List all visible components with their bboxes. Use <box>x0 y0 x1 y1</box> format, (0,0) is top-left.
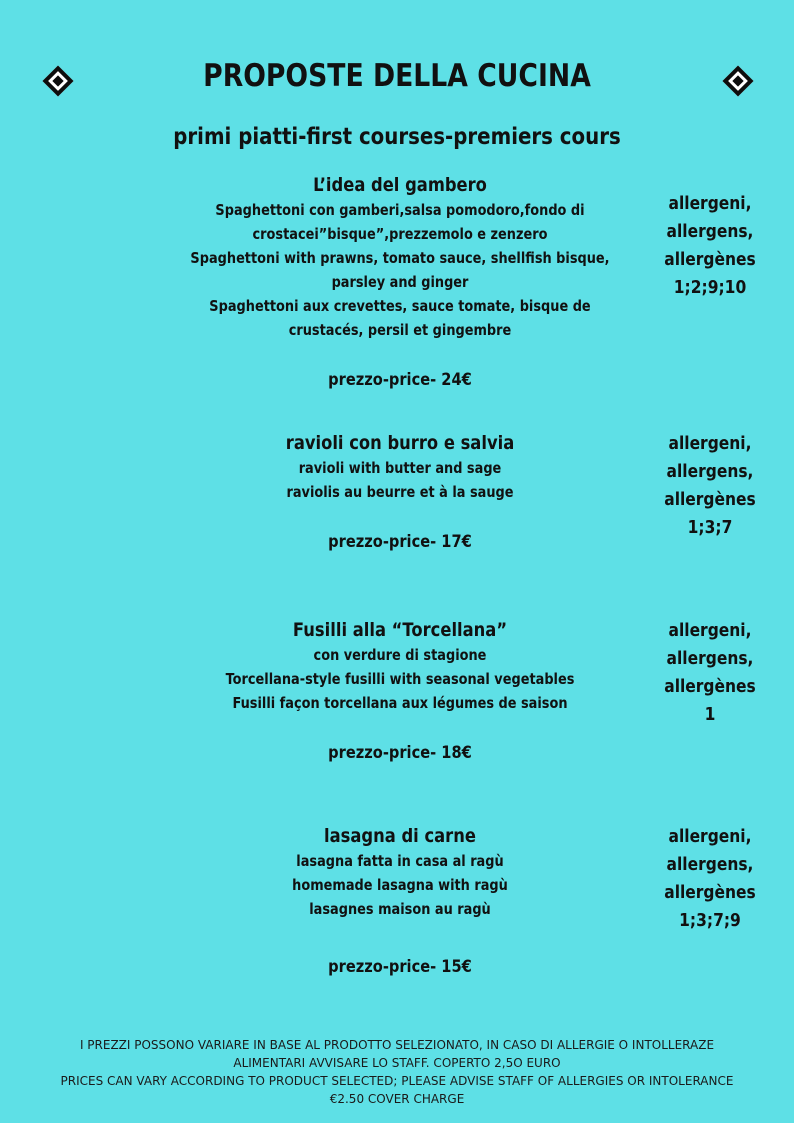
allergens-label: allergens, <box>666 221 754 242</box>
dish-description: crostacei”bisque”,prezzemolo e zenzero <box>252 225 548 243</box>
footer-notice <box>20 1036 774 1108</box>
dish-description: homemade lasagna with ragù <box>292 876 508 894</box>
footer-line: ALIMENTARI AVVISARE LO STAFF. COPERTO 2,5O EURO <box>233 1056 561 1070</box>
footer-line: PRICES CAN VARY ACCORDING TO PRODUCT SELECTED; PLEASE ADVISE STAFF OF ALLERGIES OR INTOLERANCE <box>60 1074 734 1088</box>
dish-name: L’idea del gambero <box>313 174 487 196</box>
dish-price: prezzo-price- 15€ <box>328 957 472 977</box>
dish-description: Spaghettoni aux crevettes, sauce tomate, bisque de <box>209 297 591 315</box>
allergens-label: allergeni, <box>668 193 752 214</box>
dish-item <box>185 823 615 979</box>
dish-description: parsley and ginger <box>331 273 469 291</box>
dish-name: ravioli con burro e salvia <box>285 432 515 454</box>
dish-item <box>185 617 615 765</box>
dish-description: lasagna fatta in casa al ragù <box>296 852 504 870</box>
allergens-label: allergens, <box>666 461 754 482</box>
dish-name: lasagna di carne <box>324 825 476 847</box>
dish-price: prezzo-price- 18€ <box>328 743 472 763</box>
dish-description: raviolis au beurre et à la sauge <box>286 483 514 501</box>
dish-price: prezzo-price- 24€ <box>328 370 472 390</box>
dish-item <box>185 430 615 554</box>
footer-line: I PREZZI POSSONO VARIARE IN BASE AL PRODOTTO SELEZIONATO, IN CASO DI ALLERGIE O INTOLLERAZE <box>79 1038 715 1052</box>
dish-description: ravioli with butter and sage <box>298 459 502 477</box>
allergens-codes: 1 <box>704 704 716 725</box>
allergens-label: allergeni, <box>668 433 752 454</box>
dish-description: Torcellana-style fusilli with seasonal vegetables <box>225 670 575 688</box>
dish-description: Spaghettoni with prawns, tomato sauce, shellfish bisque, <box>190 249 610 267</box>
dish-description: con verdure di stagione <box>313 646 487 664</box>
allergens-info <box>650 190 770 302</box>
dish-name: Fusilli alla “Torcellana” <box>292 619 508 641</box>
dish-description: crustacés, persil et gingembre <box>288 321 512 339</box>
allergens-codes: 1;3;7 <box>687 517 733 538</box>
allergens-info <box>650 823 770 935</box>
dish-item <box>185 172 615 392</box>
allergens-label: allergens, <box>666 648 754 669</box>
page-title: PROPOSTE DELLA CUCINA <box>203 58 591 94</box>
allergens-label: allergeni, <box>668 620 752 641</box>
section-subtitle: primi piatti-first courses-premiers cours <box>173 124 621 150</box>
allergens-codes: 1;2;9;10 <box>673 277 747 298</box>
dish-description: lasagnes maison au ragù <box>309 900 491 918</box>
dish-price: prezzo-price- 17€ <box>328 532 472 552</box>
allergens-label: allergènes <box>664 489 756 510</box>
dish-description: Fusilli façon torcellana aux légumes de saison <box>232 694 568 712</box>
allergens-info <box>650 430 770 542</box>
dish-description: Spaghettoni con gamberi,salsa pomodoro,fondo di <box>215 201 585 219</box>
allergens-info <box>650 617 770 729</box>
allergens-codes: 1;3;7;9 <box>679 910 741 931</box>
allergens-label: allergeni, <box>668 826 752 847</box>
allergens-label: allergènes <box>664 676 756 697</box>
allergens-label: allergènes <box>664 882 756 903</box>
footer-line: €2.50 COVER CHARGE <box>329 1092 465 1106</box>
allergens-label: allergens, <box>666 854 754 875</box>
allergens-label: allergènes <box>664 249 756 270</box>
